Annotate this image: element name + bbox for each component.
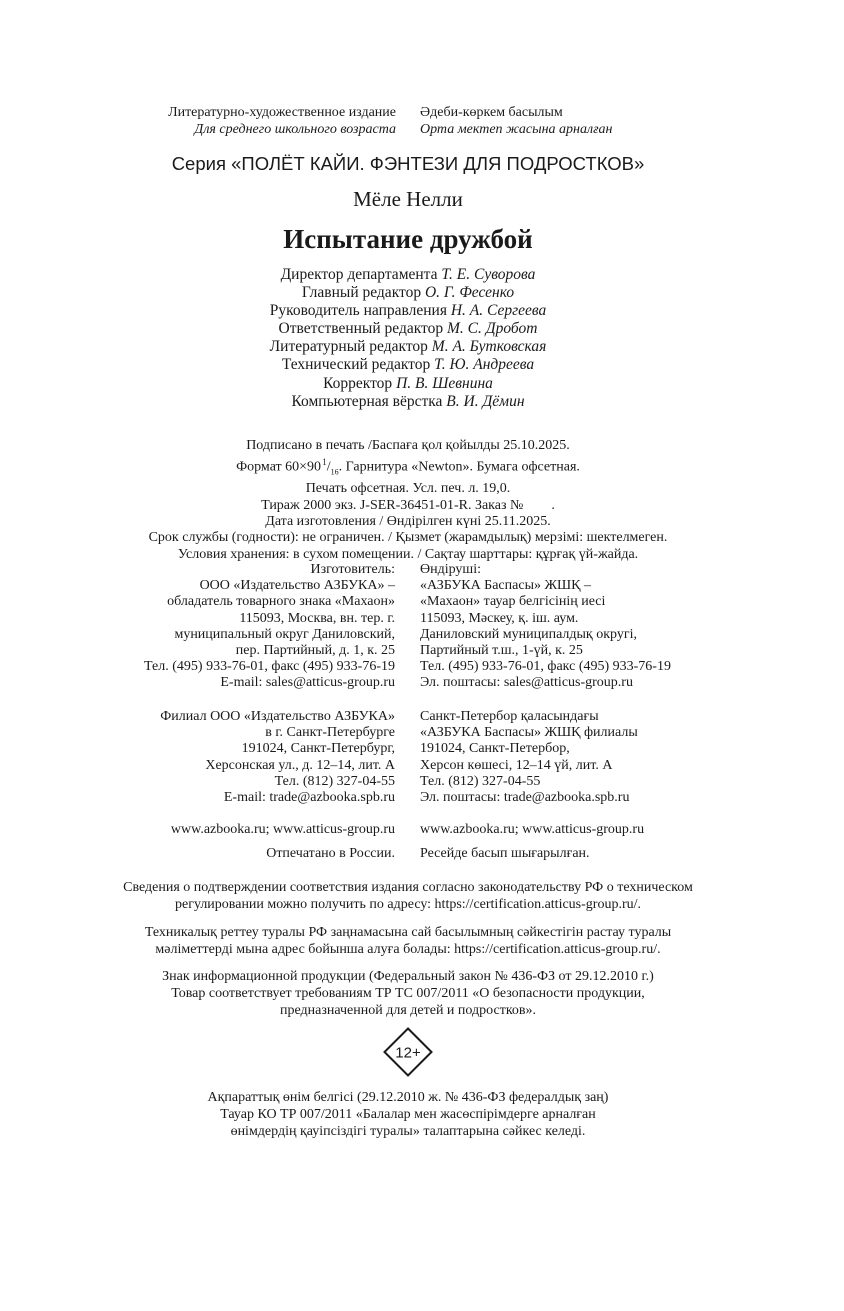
website-kz: www.azbooka.ru; www.atticus-group.ru	[420, 822, 645, 837]
age-rating-diamond-icon	[383, 1027, 433, 1077]
branch-line: «АЗБУКА Баспасы» ЖШҚ филиалы	[420, 725, 638, 741]
branch-line: E-mail: trade@azbooka.spb.ru	[223, 790, 395, 806]
manufacturer-line: Изготовитель:	[310, 562, 395, 577]
cert-line: Сведения о подтверждении соответствия издания согласно законодательству РФ о техническом	[123, 880, 693, 895]
age-rating-badge	[383, 1027, 433, 1077]
manufacturer-line: «АЗБУКА Баспасы» ЖШҚ –	[420, 578, 591, 594]
manufacturer-line: Эл. поштасы: sales@atticus-group.ru	[420, 675, 633, 691]
cert-line: регулировании можно получить по адресу: https://certification.atticus-group.ru/.	[174, 896, 641, 912]
branch-line: Эл. поштасы: trade@azbooka.spb.ru	[420, 790, 630, 806]
staff-person: М. С. Дробот	[446, 320, 538, 338]
staff-credits	[0, 266, 816, 411]
manufacturer-line: 115093, Мәскеу, қ. іш. аум.	[420, 610, 579, 626]
service-life: Срок службы (годности): не ограничен. / Қызмет (жарамдылық) мерзімі: шектелмеген.	[148, 530, 668, 546]
sign-line: Товар соответствует требованиям ТР ТС 007/2011 «О безопасности продукции,	[171, 985, 645, 1001]
manufacturer-line: «Махаон» тауар белгісінің иесі	[420, 594, 606, 610]
edition-age-kz: Орта мектеп жасына арналған	[420, 122, 613, 137]
branch-line: Филиал ООО «Издательство АЗБУКА»	[160, 709, 395, 724]
staff-line	[0, 302, 816, 320]
format-prefix: Формат 60×90	[236, 460, 322, 476]
printing-info: Печать офсетная. Усл. печ. л. 19,0.	[305, 481, 511, 497]
staff-person: П. В. Шевнина	[396, 374, 493, 392]
staff-role: Литературный редактор	[269, 338, 428, 356]
edition-age-ru: Для среднего школьного возраста	[194, 122, 396, 137]
staff-role: Компьютерная вёрстка	[291, 392, 443, 410]
storage-conditions: Условия хранения: в сухом помещении. / Сақтау шарттары: құрғақ үй-жайда.	[177, 546, 639, 562]
sign-line: Знак информационной продукции (Федеральный закон № 436-ФЗ от 29.12.2010 г.)	[162, 969, 654, 984]
branch-line: в г. Санкт-Петербурге	[265, 725, 395, 741]
branch-line: 191024, Санкт-Петербург,	[241, 741, 395, 757]
bottom-line: Ақпараттық өнім белгісі (29.12.2010 ж. № 436-ФЗ федералдық заң)	[207, 1090, 609, 1105]
branch-line: Херсонская ул., д. 12–14, лит. А	[205, 757, 395, 773]
author-name: Мёле Нелли	[353, 187, 463, 211]
staff-person: М. А. Бутковская	[431, 338, 547, 356]
book-title: Испытание дружбой	[283, 224, 533, 254]
format-suffix: . Гарнитура «Newton». Бумага офсетная.	[338, 460, 580, 476]
staff-role: Технический редактор	[281, 356, 431, 374]
made-date: Дата изготовления / Өндірілген күні 25.11.2025.	[265, 514, 551, 530]
manufacturer-line: пер. Партийный, д. 1, к. 25	[235, 643, 395, 659]
cert-line: Техникалық реттеу туралы РФ заңнамасына сай басылымның сәйкестігін растау туралы	[144, 925, 672, 940]
circulation-info: Тираж 2000 экз. J-SER-36451-01-R. Заказ № .	[261, 497, 555, 513]
branch-line: Санкт-Петербор қаласындағы	[420, 709, 599, 724]
manufacturer-line: ООО «Издательство АЗБУКА» –	[199, 578, 395, 594]
branch-line: Тел. (812) 327-04-55	[274, 773, 395, 789]
branch-kz	[420, 709, 638, 806]
printed-in-ru: Отпечатано в России.	[266, 846, 395, 861]
manufacturer-line: 115093, Москва, вн. тер. г.	[239, 610, 395, 626]
staff-person: Н. А. Сергеева	[450, 302, 547, 320]
print-info	[0, 438, 816, 563]
edition-header-ru	[168, 104, 396, 138]
branch-line: 191024, Санкт-Петербор,	[420, 741, 570, 757]
staff-person: Т. Ю. Андреева	[434, 356, 535, 374]
manufacturer-line: Партийный т.ш., 1-үй, к. 25	[420, 643, 583, 659]
staff-role: Корректор	[323, 374, 393, 392]
age-rating-label: 12+	[395, 1044, 421, 1062]
sign-line: предназначенной для детей и подростков».	[279, 1002, 537, 1018]
staff-role: Ответственный редактор	[278, 320, 444, 338]
branch-ru	[160, 709, 395, 806]
manufacturer-line: Өндіруші:	[420, 562, 481, 577]
staff-person: В. И. Дёмин	[446, 392, 525, 410]
staff-line	[0, 375, 816, 393]
staff-role: Руководитель направления	[269, 302, 447, 320]
branch-line: Херсон көшесі, 12–14 үй, лит. А	[420, 757, 613, 773]
manufacturer-line: Тел. (495) 933-76-01, факс (495) 933-76-19	[144, 659, 395, 675]
series-title: Серия «ПОЛЁТ КАЙИ. ФЭНТЕЗИ ДЛЯ ПОДРОСТКОВ»	[171, 153, 645, 174]
bottom-line: Тауар КО ТР 007/2011 «Балалар мен жасөспірімдерге арналған	[220, 1106, 596, 1122]
manufacturer-kz	[420, 562, 671, 692]
staff-person: Т. Е. Суворова	[441, 266, 536, 283]
staff-line	[0, 320, 816, 338]
edition-type-ru: Литературно-художественное издание	[168, 105, 396, 120]
staff-line	[0, 338, 816, 356]
staff-line	[0, 266, 816, 284]
format-info: Формат 60×90 $^1/_{16}$. Гарнитура «Newton». Бумага офсетная.	[236, 457, 580, 477]
staff-line	[0, 356, 816, 374]
manufacturer-line: муниципальный округ Даниловский,	[174, 626, 395, 642]
manufacturer-line: E-mail: sales@atticus-group.ru	[220, 675, 395, 691]
printed-in-kz: Ресейде басып шығарылған.	[420, 846, 590, 861]
edition-header-kz	[420, 104, 612, 138]
certification-ru	[0, 880, 816, 914]
edition-type-kz: Әдеби-көркем басылым	[420, 105, 563, 120]
information-sign-kz	[0, 1090, 816, 1140]
information-sign	[0, 969, 816, 1019]
website-ru: www.azbooka.ru; www.atticus-group.ru	[170, 822, 395, 837]
branch-line: Тел. (812) 327-04-55	[420, 773, 541, 789]
format-frac-num: 1	[322, 457, 327, 468]
manufacturer-line: обладатель товарного знака «Махаон»	[167, 594, 395, 610]
staff-person: О. Г. Фесенко	[424, 284, 515, 302]
staff-line	[0, 284, 816, 302]
staff-role: Директор департамента	[280, 266, 438, 283]
certification-kz	[0, 925, 816, 959]
signed-date: Подписано в печать /Баспаға қол қойылды 25.10.2025.	[246, 438, 570, 453]
staff-role: Главный редактор	[301, 284, 422, 302]
manufacturer-ru	[144, 562, 395, 692]
manufacturer-line: Тел. (495) 933-76-01, факс (495) 933-76-19	[420, 659, 671, 675]
bottom-line: өнімдердің қауіпсіздігі туралы» талаптарына сәйкес келеді.	[230, 1123, 586, 1139]
cert-line: мәліметтерді мына адрес бойынша алуға болады: https://certification.atticus-group.ru/.	[155, 941, 661, 957]
format-frac-den: 16	[330, 467, 339, 477]
manufacturer-line: Даниловский муниципалдық округі,	[420, 626, 637, 642]
staff-line	[0, 393, 816, 411]
